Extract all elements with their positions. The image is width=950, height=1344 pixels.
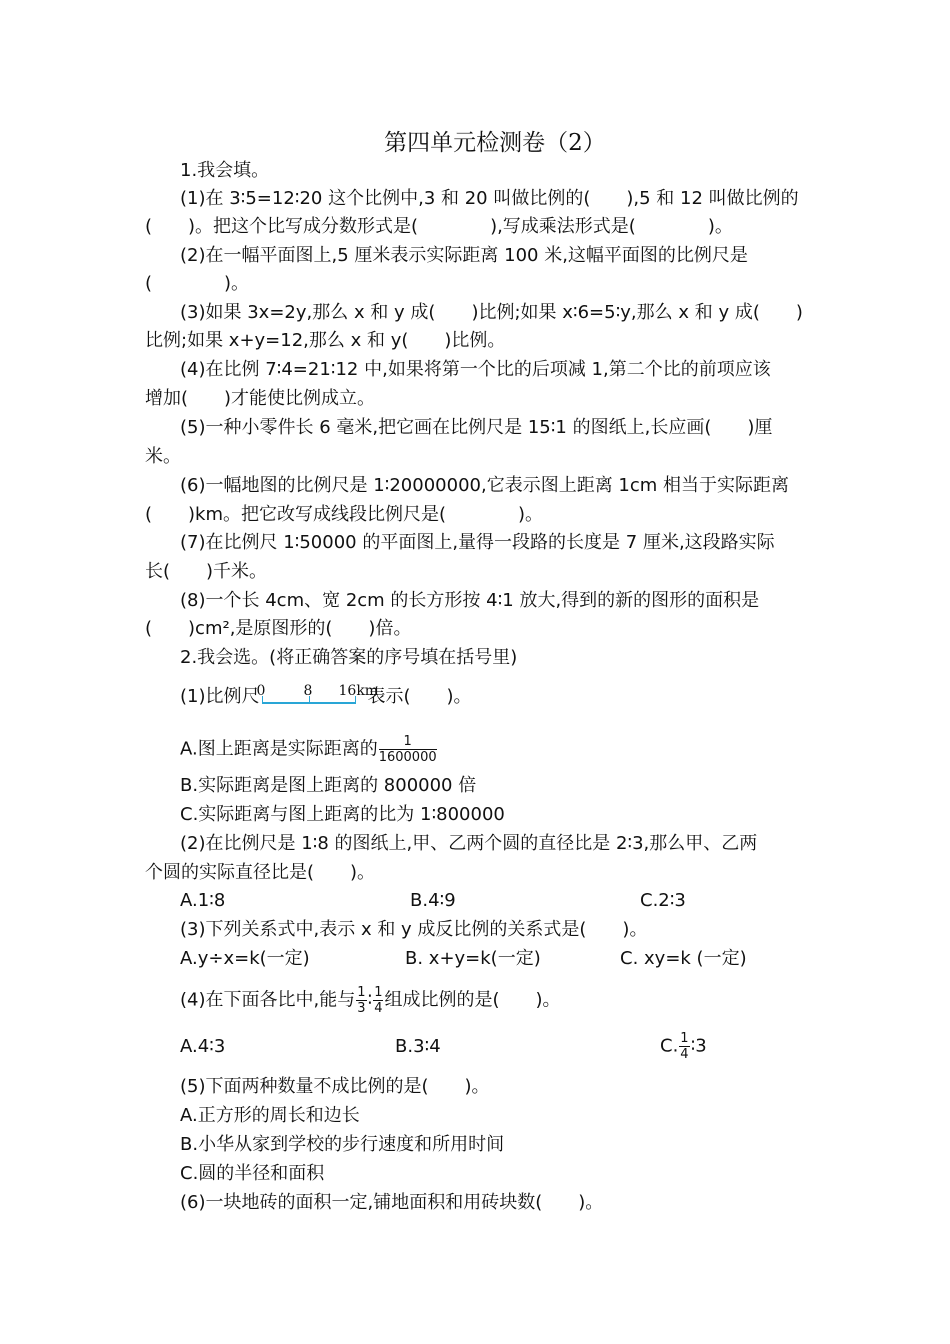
fraction-numerator: 1	[680, 1031, 689, 1046]
q2-3-option-a: A.y÷x=k(一定)	[180, 948, 310, 969]
q1-8-line-1: (8)一个长 4cm、宽 2cm 的长方形按 4∶1 放大,得到的新的图形的面积是	[180, 590, 760, 611]
ratio-colon: ∶	[367, 989, 373, 1011]
q2-2-line-2: 个圆的实际直径比是( )。	[145, 862, 376, 883]
q1-4-line-2: 增加( )才能使比例成立。	[145, 388, 376, 409]
q2-4-option-a: A.4∶3	[180, 1036, 226, 1057]
q2-4-prefix: (4)在下面各比中,能与	[180, 989, 356, 1011]
fraction-numerator: 1	[379, 735, 437, 750]
q2-4-option-c	[660, 1032, 707, 1061]
q2-1-suffix: 表示( )。	[367, 686, 472, 707]
q2-3-option-b: B. x+y=k(一定)	[405, 948, 541, 969]
scale-label-16km: 16km	[338, 683, 379, 699]
q1-8-line-2: ( )cm²,是原图形的( )倍。	[145, 618, 412, 639]
line-scale-bar	[256, 683, 379, 708]
q2-2-line-1: (2)在比例尺是 1∶8 的图纸上,甲、乙两个圆的直径比是 2∶3,那么甲、乙两	[180, 833, 758, 854]
section-2-heading: 2.我会选。(将正确答案的序号填在括号里)	[180, 647, 518, 668]
fraction-one-third	[356, 986, 366, 1015]
fraction-denominator: 3	[357, 1001, 366, 1016]
q2-3-stem: (3)下列关系式中,表示 x 和 y 成反比例的关系式是( )。	[180, 919, 648, 940]
fraction-denominator: 4	[680, 1047, 689, 1062]
q2-4-suffix: 组成比例的是( )。	[384, 989, 561, 1011]
q2-1-option-a-text: A.图上距离是实际距离的	[180, 738, 378, 760]
page-title: 第四单元检测卷（2）	[384, 130, 606, 156]
fraction-one-quarter	[679, 1032, 689, 1061]
q2-4-option-b: B.3∶4	[395, 1036, 441, 1057]
section-1-heading: 1.我会填。	[180, 160, 270, 181]
q2-3-option-c: C. xy=k (一定)	[620, 948, 747, 969]
q1-6-line-2: ( )km。把它改写成线段比例尺是( )。	[145, 504, 544, 525]
q1-1-line-1: (1)在 3∶5=12∶20 这个比例中,3 和 20 叫做比例的( ),5 和 12 叫做比例的	[180, 188, 799, 209]
q2-1-option-c: C.实际距离与图上距离的比为 1∶800000	[180, 804, 505, 825]
q1-3-line-1: (3)如果 3x=2y,那么 x 和 y 成( )比例;如果 x∶6=5∶y,那么 x 和 y 成( )	[180, 302, 803, 323]
q1-2-line-1: (2)在一幅平面图上,5 厘米表示实际距离 100 米,这幅平面图的比例尺是	[180, 245, 748, 266]
q2-6-stem: (6)一块地砖的面积一定,铺地面积和用砖块数( )。	[180, 1192, 604, 1213]
q1-6-line-1: (6)一幅地图的比例尺是 1∶20000000,它表示图上距离 1cm 相当于实际距离	[180, 475, 790, 496]
fraction-1-over-1600000	[379, 735, 437, 764]
fraction-denominator: 1600000	[378, 750, 437, 765]
q1-7-line-2: 长( )千米。	[145, 561, 268, 582]
q2-5-option-c: C.圆的半径和面积	[180, 1163, 325, 1184]
fraction-denominator: 4	[374, 1001, 383, 1016]
q1-2-line-2: ( )。	[145, 273, 250, 294]
q2-2-option-b: B.4∶9	[410, 890, 456, 911]
q2-2-option-c: C.2∶3	[640, 890, 686, 911]
q1-7-line-1: (7)在比例尺 1∶50000 的平面图上,量得一段路的长度是 7 厘米,这段路实际	[180, 532, 775, 553]
q2-4-stem	[180, 986, 561, 1015]
q1-5-line-1: (5)一种小零件长 6 毫米,把它画在比例尺是 15∶1 的图纸上,长应画( )厘	[180, 417, 773, 438]
q2-5-stem: (5)下面两种数量不成比例的是( )。	[180, 1076, 490, 1097]
q2-4-option-c-ratio: ∶3	[690, 1035, 707, 1057]
q2-4-option-c-label: C.	[660, 1035, 679, 1057]
q2-5-option-a: A.正方形的周长和边长	[180, 1105, 360, 1126]
q1-3-line-2: 比例;如果 x+y=12,那么 x 和 y( )比例。	[145, 330, 506, 351]
fraction-numerator: 1	[374, 985, 383, 1000]
fraction-numerator: 1	[357, 985, 366, 1000]
q2-5-option-b: B.小华从家到学校的步行速度和所用时间	[180, 1134, 505, 1155]
q2-4-options	[0, 1031, 950, 1066]
q2-1-option-a	[180, 735, 438, 764]
q2-1-option-b: B.实际距离是图上距离的 800000 倍	[180, 775, 477, 796]
q1-5-line-2: 米。	[145, 446, 181, 467]
q1-1-line-2: ( )。把这个比写成分数形式是( ),写成乘法形式是( )。	[145, 216, 733, 237]
fraction-one-quarter	[373, 986, 383, 1015]
q2-2-option-a: A.1∶8	[180, 890, 226, 911]
q1-4-line-1: (4)在比例 7∶4=21∶12 中,如果将第一个比的后项减 1,第二个比的前项应该	[180, 359, 771, 380]
scale-label-8: 8	[303, 683, 313, 699]
scale-label-0: 0	[256, 683, 266, 699]
q2-1-stem	[180, 683, 472, 708]
q2-1-prefix: (1)比例尺	[180, 686, 260, 707]
